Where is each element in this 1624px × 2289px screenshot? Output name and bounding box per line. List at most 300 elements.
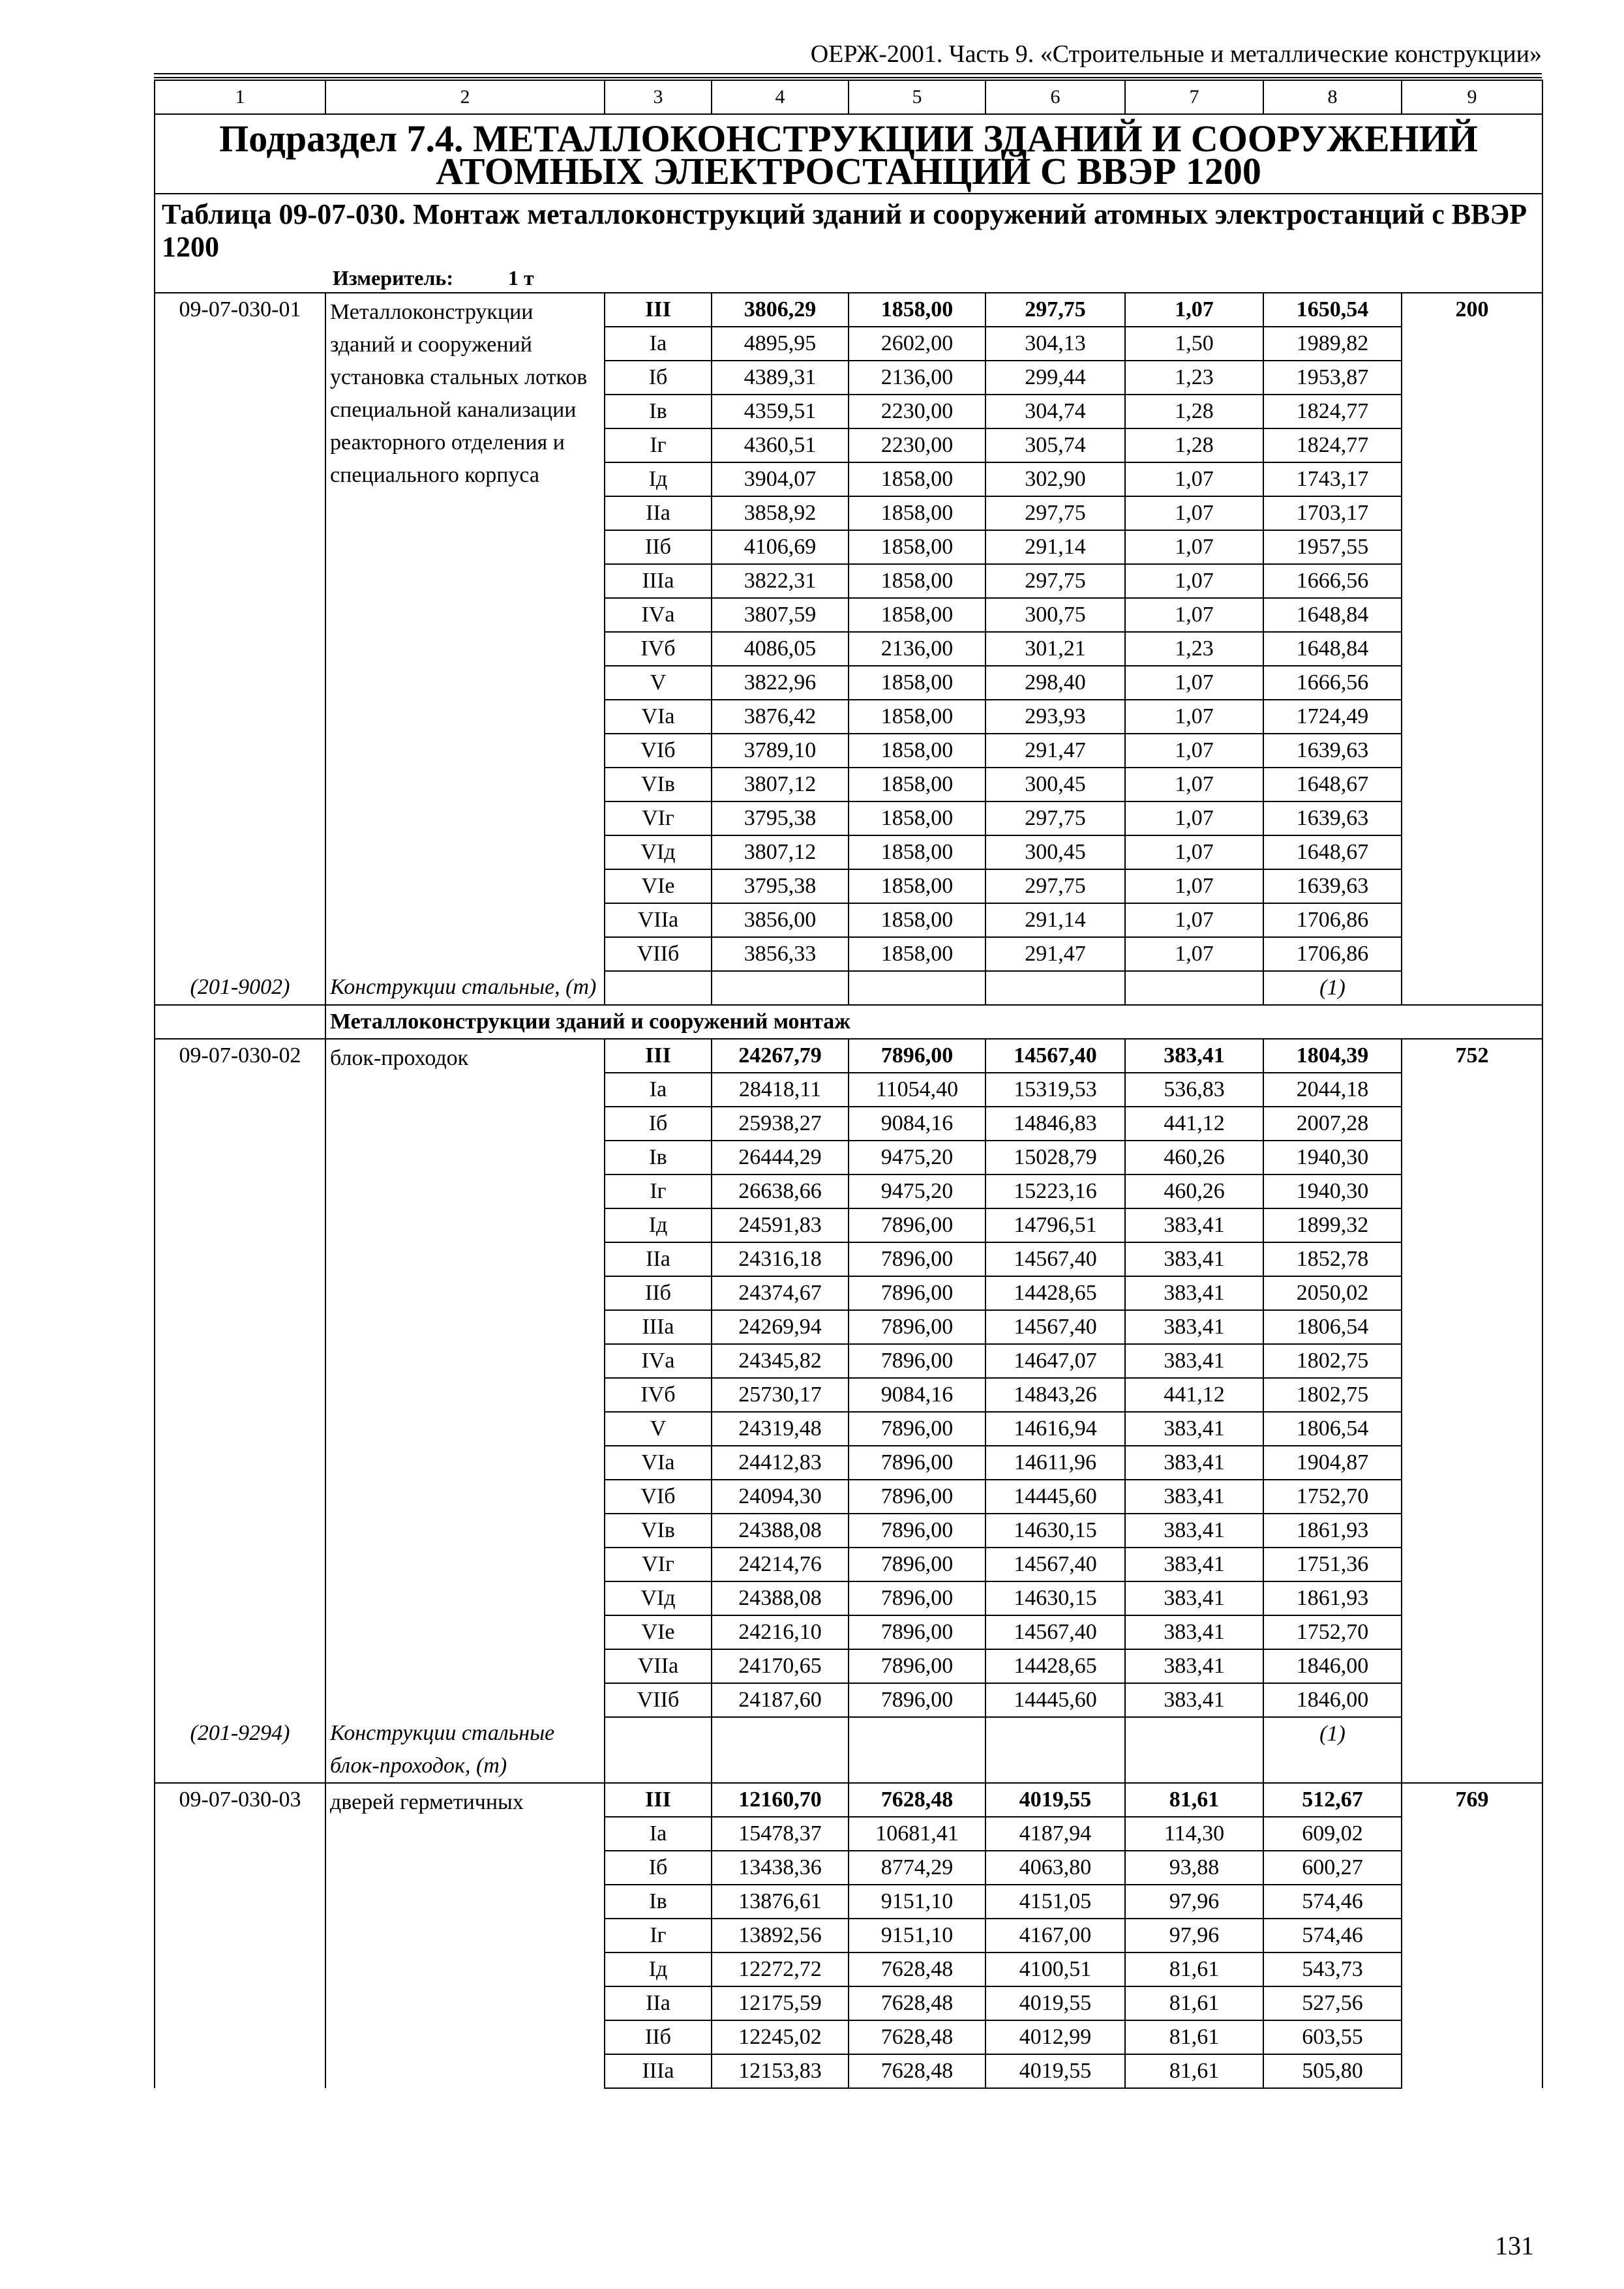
zone-cell: IVб (605, 1378, 712, 1412)
zone-cell: IIIа (605, 2054, 712, 2088)
value-cell: 383,41 (1125, 1412, 1263, 1446)
value-cell: 26638,66 (712, 1174, 849, 1208)
value-cell: 7896,00 (849, 1310, 985, 1344)
resource-name: Конструкции стальные, (т) (325, 971, 605, 1005)
value-cell: 7896,00 (849, 1683, 985, 1717)
zone-cell: VIIа (605, 903, 712, 937)
zone-cell: Iв (605, 1141, 712, 1174)
zone-cell: Iб (605, 361, 712, 395)
value-cell: 1751,36 (1263, 1548, 1402, 1581)
value-cell: 1861,93 (1263, 1581, 1402, 1615)
zone-cell: VIд (605, 835, 712, 869)
value-cell: 383,41 (1125, 1615, 1263, 1649)
resource-quantity: (1) (1263, 971, 1402, 1005)
value-cell: 2230,00 (849, 428, 985, 462)
value-cell: 441,12 (1125, 1378, 1263, 1412)
value-cell: 3822,31 (712, 564, 849, 598)
resource-row (155, 971, 1542, 1005)
value-cell: 4360,51 (712, 428, 849, 462)
value-cell: 291,47 (985, 937, 1125, 971)
value-cell: 7896,00 (849, 1412, 985, 1446)
value-cell: 1940,30 (1263, 1174, 1402, 1208)
value-cell: 1846,00 (1263, 1649, 1402, 1683)
value-cell: 300,75 (985, 598, 1125, 632)
value-cell: 1648,84 (1263, 598, 1402, 632)
value-cell: 7896,00 (849, 1548, 985, 1581)
value-cell: 2044,18 (1263, 1073, 1402, 1107)
value-cell: 7896,00 (849, 1446, 985, 1480)
value-cell: 1724,49 (1263, 700, 1402, 734)
value-cell: 1,07 (1125, 598, 1263, 632)
zone-cell: VIIа (605, 1649, 712, 1683)
value-cell: 1752,70 (1263, 1615, 1402, 1649)
value-cell: 1,07 (1125, 903, 1263, 937)
unit-line (162, 263, 1535, 292)
value-cell: 1802,75 (1263, 1378, 1402, 1412)
column-number-row (155, 80, 1542, 114)
value-cell: 14567,40 (985, 1242, 1125, 1276)
value-cell: 3876,42 (712, 700, 849, 734)
value-cell: 81,61 (1125, 1783, 1263, 1817)
value-cell: 291,14 (985, 903, 1125, 937)
value-cell: 4063,80 (985, 1851, 1125, 1885)
value-cell: 3789,10 (712, 734, 849, 768)
value-cell: 383,41 (1125, 1514, 1263, 1548)
value-cell: 12245,02 (712, 2020, 849, 2054)
value-cell: 4187,94 (985, 1817, 1125, 1851)
zone-cell: VIв (605, 768, 712, 801)
value-cell: 4151,05 (985, 1885, 1125, 1919)
value-cell: 574,46 (1263, 1885, 1402, 1919)
value-cell: 574,46 (1263, 1919, 1402, 1952)
value-cell: 81,61 (1125, 1986, 1263, 2020)
value-cell: 7896,00 (849, 1344, 985, 1378)
value-cell: 7896,00 (849, 1514, 985, 1548)
zone-cell: Iб (605, 1851, 712, 1885)
value-cell: 97,96 (1125, 1919, 1263, 1952)
value-cell: 1,07 (1125, 462, 1263, 496)
value-cell: 460,26 (1125, 1174, 1263, 1208)
value-cell: 4012,99 (985, 2020, 1125, 2054)
value-cell: 301,21 (985, 632, 1125, 666)
subheading-row (155, 1005, 1542, 1039)
empty-cell (155, 1005, 325, 1039)
value-cell: 15319,53 (985, 1073, 1125, 1107)
value-cell: 7896,00 (849, 1480, 985, 1514)
value-cell: 383,41 (1125, 1446, 1263, 1480)
value-cell: 383,41 (1125, 1039, 1263, 1073)
value-cell: 97,96 (1125, 1885, 1263, 1919)
resource-code: (201-9294) (155, 1717, 325, 1783)
value-cell: 1858,00 (849, 700, 985, 734)
value-cell: 1,07 (1125, 937, 1263, 971)
value-cell: 2007,28 (1263, 1107, 1402, 1141)
empty-cell (605, 971, 712, 1005)
unit-label: Измеритель: (333, 266, 453, 290)
value-cell: 24412,83 (712, 1446, 849, 1480)
header-rule (154, 77, 1542, 78)
resource-code: (201-9002) (155, 971, 325, 1005)
value-cell: 7628,48 (849, 1952, 985, 1986)
value-cell: 1852,78 (1263, 1242, 1402, 1276)
value-cell: 4100,51 (985, 1952, 1125, 1986)
value-cell: 24170,65 (712, 1649, 849, 1683)
resource-quantity: (1) (1263, 1717, 1402, 1783)
resource-name: Конструкции стальные блок-проходок, (т) (325, 1717, 605, 1783)
value-cell: 383,41 (1125, 1649, 1263, 1683)
value-cell: 1953,87 (1263, 361, 1402, 395)
col9-cell: 752 (1402, 1039, 1542, 1717)
value-cell: 13438,36 (712, 1851, 849, 1885)
value-cell: 1648,67 (1263, 768, 1402, 801)
value-cell: 24591,83 (712, 1208, 849, 1242)
value-cell: 3806,29 (712, 293, 849, 327)
value-cell: 1899,32 (1263, 1208, 1402, 1242)
zone-cell: Iд (605, 1952, 712, 1986)
value-cell: 1,07 (1125, 869, 1263, 903)
column-number: 3 (605, 80, 712, 114)
empty-cell (1125, 971, 1263, 1005)
table-title: Таблица 09-07-030. Монтаж металлоконструкций зданий и сооружений атомных электростанций с ВВЭР 1200 (162, 198, 1527, 263)
value-cell: 304,74 (985, 395, 1125, 428)
zone-cell: IVб (605, 632, 712, 666)
empty-cell (1402, 1717, 1542, 1783)
value-cell: 1743,17 (1263, 462, 1402, 496)
column-number: 7 (1125, 80, 1263, 114)
value-cell: 302,90 (985, 462, 1125, 496)
value-cell: 300,45 (985, 768, 1125, 801)
work-description: блок-проходок (325, 1039, 605, 1717)
value-cell: 7628,48 (849, 2054, 985, 2088)
value-cell: 1858,00 (849, 903, 985, 937)
empty-cell (712, 1717, 849, 1783)
value-cell: 297,75 (985, 293, 1125, 327)
value-cell: 1,07 (1125, 293, 1263, 327)
value-cell: 1858,00 (849, 869, 985, 903)
zone-cell: VIIб (605, 1683, 712, 1717)
value-cell: 383,41 (1125, 1208, 1263, 1242)
zone-cell: Iб (605, 1107, 712, 1141)
zone-cell: III (605, 1783, 712, 1817)
zone-cell: III (605, 293, 712, 327)
value-cell: 14445,60 (985, 1480, 1125, 1514)
value-cell: 383,41 (1125, 1310, 1263, 1344)
value-cell: 1806,54 (1263, 1310, 1402, 1344)
zone-cell: IIб (605, 2020, 712, 2054)
value-cell: 505,80 (1263, 2054, 1402, 2088)
value-cell: 14611,96 (985, 1446, 1125, 1480)
col9-cell: 200 (1402, 293, 1542, 971)
value-cell: 2050,02 (1263, 1276, 1402, 1310)
value-cell: 24187,60 (712, 1683, 849, 1717)
empty-cell (605, 1717, 712, 1783)
value-cell: 1804,39 (1263, 1039, 1402, 1073)
value-cell: 527,56 (1263, 1986, 1402, 2020)
value-cell: 1824,77 (1263, 395, 1402, 428)
value-cell: 24388,08 (712, 1581, 849, 1615)
value-cell: 4359,51 (712, 395, 849, 428)
value-cell: 291,47 (985, 734, 1125, 768)
value-cell: 13892,56 (712, 1919, 849, 1952)
value-cell: 4106,69 (712, 530, 849, 564)
value-cell: 14647,07 (985, 1344, 1125, 1378)
value-cell: 4167,00 (985, 1919, 1125, 1952)
table-title-cell (155, 194, 1542, 293)
value-cell: 4895,95 (712, 327, 849, 361)
value-cell: 3795,38 (712, 801, 849, 835)
value-cell: 512,67 (1263, 1783, 1402, 1817)
value-cell: 1,07 (1125, 768, 1263, 801)
value-cell: 1666,56 (1263, 666, 1402, 700)
zone-cell: Iг (605, 428, 712, 462)
value-cell: 24216,10 (712, 1615, 849, 1649)
zone-cell: Iа (605, 1073, 712, 1107)
column-number: 5 (849, 80, 985, 114)
value-cell: 7896,00 (849, 1242, 985, 1276)
value-cell: 1666,56 (1263, 564, 1402, 598)
value-cell: 14567,40 (985, 1310, 1125, 1344)
zone-cell: VIв (605, 1514, 712, 1548)
value-cell: 543,73 (1263, 1952, 1402, 1986)
value-cell: 383,41 (1125, 1683, 1263, 1717)
value-cell: 14843,26 (985, 1378, 1125, 1412)
value-cell: 1957,55 (1263, 530, 1402, 564)
zone-cell: Iа (605, 1817, 712, 1851)
value-cell: 1802,75 (1263, 1344, 1402, 1378)
value-cell: 4389,31 (712, 361, 849, 395)
zone-cell: VIе (605, 1615, 712, 1649)
value-cell: 7896,00 (849, 1276, 985, 1310)
zone-cell: Iг (605, 1174, 712, 1208)
value-cell: 1706,86 (1263, 937, 1402, 971)
value-cell: 24319,48 (712, 1412, 849, 1446)
value-cell: 7896,00 (849, 1208, 985, 1242)
value-cell: 14567,40 (985, 1548, 1125, 1581)
section-title-line: Подраздел 7.4. МЕТАЛЛОКОНСТРУКЦИИ ЗДАНИЙ И СООРУЖЕНИЙ (219, 117, 1478, 160)
value-cell: 3856,33 (712, 937, 849, 971)
value-cell: 3807,59 (712, 598, 849, 632)
zone-cell: IVа (605, 1344, 712, 1378)
value-cell: 1,07 (1125, 530, 1263, 564)
value-cell: 1,28 (1125, 428, 1263, 462)
empty-cell (1125, 1717, 1263, 1783)
value-cell: 9084,16 (849, 1107, 985, 1141)
value-cell: 4019,55 (985, 2054, 1125, 2088)
value-cell: 25730,17 (712, 1378, 849, 1412)
value-cell: 24269,94 (712, 1310, 849, 1344)
section-title-line: АТОМНЫХ ЭЛЕКТРОСТАНЦИЙ С ВВЭР 1200 (436, 150, 1261, 192)
value-cell: 1858,00 (849, 801, 985, 835)
value-cell: 1,07 (1125, 734, 1263, 768)
value-cell: 1824,77 (1263, 428, 1402, 462)
value-cell: 1,07 (1125, 564, 1263, 598)
value-cell: 9084,16 (849, 1378, 985, 1412)
empty-cell (1402, 971, 1542, 1005)
value-cell: 12272,72 (712, 1952, 849, 1986)
value-cell: 114,30 (1125, 1817, 1263, 1851)
empty-cell (849, 971, 985, 1005)
value-cell: 14445,60 (985, 1683, 1125, 1717)
value-cell: 28418,11 (712, 1073, 849, 1107)
rate-code: 09-07-030-02 (155, 1039, 325, 1717)
value-cell: 304,13 (985, 327, 1125, 361)
value-cell: 7896,00 (849, 1615, 985, 1649)
section-title (155, 114, 1542, 194)
value-cell: 305,74 (985, 428, 1125, 462)
value-cell: 297,75 (985, 564, 1125, 598)
value-cell: 3807,12 (712, 835, 849, 869)
value-cell: 26444,29 (712, 1141, 849, 1174)
value-cell: 14846,83 (985, 1107, 1125, 1141)
value-cell: 1858,00 (849, 734, 985, 768)
value-cell: 24267,79 (712, 1039, 849, 1073)
zone-cell: Iв (605, 1885, 712, 1919)
value-cell: 24374,67 (712, 1276, 849, 1310)
value-cell: 3856,00 (712, 903, 849, 937)
value-cell: 3795,38 (712, 869, 849, 903)
running-header: ОЕРЖ-2001. Часть 9. «Строительные и металлические конструкции» (810, 40, 1542, 68)
zone-cell: Iв (605, 395, 712, 428)
zone-cell: Iд (605, 462, 712, 496)
column-number: 6 (985, 80, 1125, 114)
value-cell: 4086,05 (712, 632, 849, 666)
value-cell: 1648,84 (1263, 632, 1402, 666)
value-cell: 383,41 (1125, 1548, 1263, 1581)
table-row (155, 293, 1542, 327)
value-cell: 7628,48 (849, 2020, 985, 2054)
value-cell: 1858,00 (849, 530, 985, 564)
value-cell: 1858,00 (849, 835, 985, 869)
zone-cell: IIIа (605, 564, 712, 598)
value-cell: 24094,30 (712, 1480, 849, 1514)
value-cell: 24388,08 (712, 1514, 849, 1548)
value-cell: 1639,63 (1263, 869, 1402, 903)
value-cell: 1639,63 (1263, 801, 1402, 835)
value-cell: 298,40 (985, 666, 1125, 700)
value-cell: 383,41 (1125, 1344, 1263, 1378)
value-cell: 1,23 (1125, 632, 1263, 666)
value-cell: 3807,12 (712, 768, 849, 801)
value-cell: 3904,07 (712, 462, 849, 496)
value-cell: 24316,18 (712, 1242, 849, 1276)
value-cell: 536,83 (1125, 1073, 1263, 1107)
table-row (155, 1783, 1542, 1817)
value-cell: 81,61 (1125, 1952, 1263, 1986)
zone-cell: VIа (605, 700, 712, 734)
col9-cell: 769 (1402, 1783, 1542, 2088)
value-cell: 383,41 (1125, 1276, 1263, 1310)
zone-cell: VIб (605, 734, 712, 768)
zone-cell: V (605, 1412, 712, 1446)
value-cell: 1,28 (1125, 395, 1263, 428)
zone-cell: IIб (605, 1276, 712, 1310)
work-description: Металлоконструкции зданий и сооружений установка стальных лотков специальной канализации реакторного отделения и специального корпуса (325, 293, 605, 971)
value-cell: 13876,61 (712, 1885, 849, 1919)
value-cell: 1703,17 (1263, 496, 1402, 530)
value-cell: 1752,70 (1263, 1480, 1402, 1514)
value-cell: 2602,00 (849, 327, 985, 361)
value-cell: 1858,00 (849, 462, 985, 496)
work-description: дверей герметичных (325, 1783, 605, 2088)
header-rule (154, 73, 1542, 74)
zone-cell: IIб (605, 530, 712, 564)
value-cell: 299,44 (985, 361, 1125, 395)
value-cell: 9475,20 (849, 1141, 985, 1174)
value-cell: 1650,54 (1263, 293, 1402, 327)
value-cell: 1,23 (1125, 361, 1263, 395)
value-cell: 1648,67 (1263, 835, 1402, 869)
value-cell: 1858,00 (849, 598, 985, 632)
value-cell: 460,26 (1125, 1141, 1263, 1174)
empty-cell (712, 971, 849, 1005)
value-cell: 14428,65 (985, 1649, 1125, 1683)
value-cell: 2136,00 (849, 361, 985, 395)
value-cell: 14616,94 (985, 1412, 1125, 1446)
zone-cell: IIа (605, 496, 712, 530)
zone-cell: VIг (605, 1548, 712, 1581)
value-cell: 4019,55 (985, 1783, 1125, 1817)
value-cell: 1,50 (1125, 327, 1263, 361)
column-number: 2 (325, 80, 605, 114)
value-cell: 293,93 (985, 700, 1125, 734)
rate-code: 09-07-030-01 (155, 293, 325, 971)
value-cell: 14567,40 (985, 1039, 1125, 1073)
value-cell: 1861,93 (1263, 1514, 1402, 1548)
value-cell: 291,14 (985, 530, 1125, 564)
value-cell: 9475,20 (849, 1174, 985, 1208)
zone-cell: V (605, 666, 712, 700)
column-number: 9 (1402, 80, 1542, 114)
value-cell: 1858,00 (849, 496, 985, 530)
value-cell: 12175,59 (712, 1986, 849, 2020)
value-cell: 3858,92 (712, 496, 849, 530)
column-number: 8 (1263, 80, 1402, 114)
value-cell: 1858,00 (849, 666, 985, 700)
value-cell: 1904,87 (1263, 1446, 1402, 1480)
column-number: 1 (155, 80, 325, 114)
value-cell: 1,07 (1125, 801, 1263, 835)
page-number: 131 (1495, 2231, 1534, 2260)
value-cell: 297,75 (985, 496, 1125, 530)
value-cell: 297,75 (985, 801, 1125, 835)
value-cell: 383,41 (1125, 1480, 1263, 1514)
value-cell: 1,07 (1125, 496, 1263, 530)
value-cell: 1858,00 (849, 768, 985, 801)
value-cell: 4019,55 (985, 1986, 1125, 2020)
zone-cell: VIе (605, 869, 712, 903)
value-cell: 1858,00 (849, 293, 985, 327)
zone-cell: VIIб (605, 937, 712, 971)
value-cell: 14630,15 (985, 1581, 1125, 1615)
zone-cell: Iд (605, 1208, 712, 1242)
value-cell: 93,88 (1125, 1851, 1263, 1885)
value-cell: 1846,00 (1263, 1683, 1402, 1717)
zone-cell: VIд (605, 1581, 712, 1615)
value-cell: 1,07 (1125, 666, 1263, 700)
value-cell: 2136,00 (849, 632, 985, 666)
rate-code: 09-07-030-03 (155, 1783, 325, 2088)
unit-value: 1 т (507, 266, 534, 290)
value-cell: 15028,79 (985, 1141, 1125, 1174)
empty-cell (849, 1717, 985, 1783)
zone-cell: IIIа (605, 1310, 712, 1344)
zone-cell: VIб (605, 1480, 712, 1514)
column-number: 4 (712, 80, 849, 114)
value-cell: 1,07 (1125, 835, 1263, 869)
value-cell: 1706,86 (1263, 903, 1402, 937)
value-cell: 383,41 (1125, 1242, 1263, 1276)
zone-cell: IIа (605, 1242, 712, 1276)
